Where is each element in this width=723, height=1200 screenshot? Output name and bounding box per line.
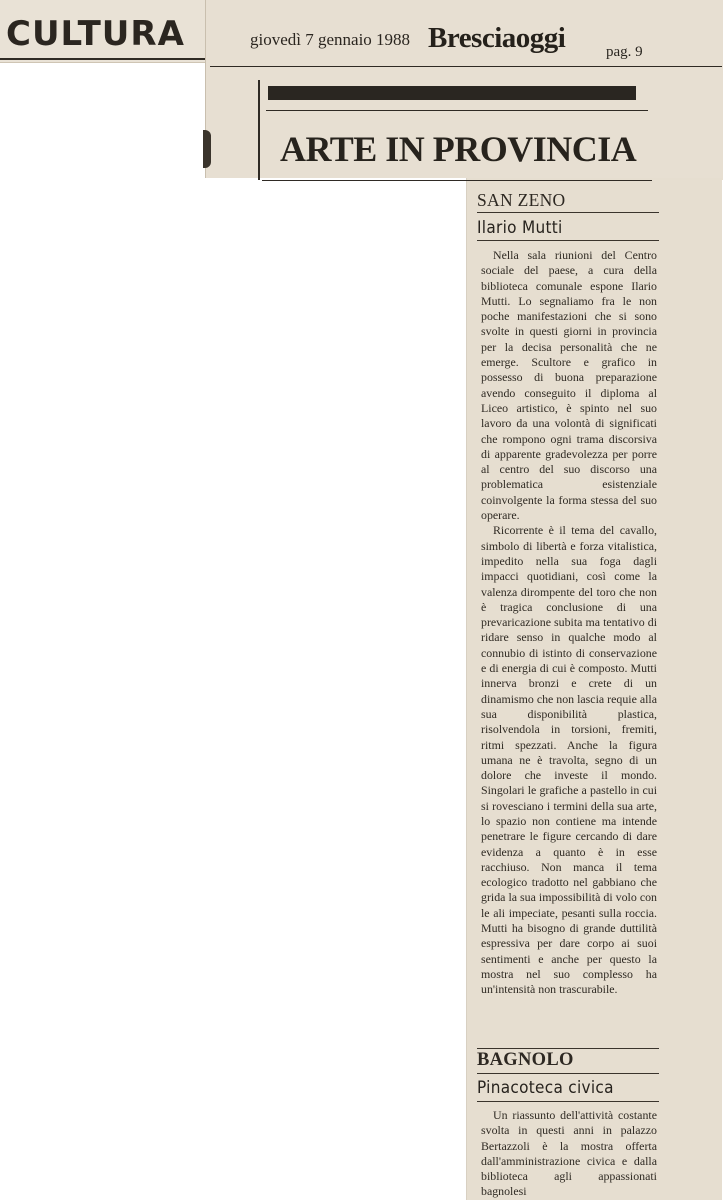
article-rule: [477, 1101, 659, 1102]
blank-sheet: [0, 178, 467, 1200]
newspaper-masthead: Bresciaoggi: [428, 22, 566, 54]
dateline: giovedì 7 gennaio 1988: [250, 30, 411, 49]
column-rule-left: [258, 80, 260, 180]
article-location: BAGNOLO: [477, 1050, 574, 1070]
headline-bottom-rule: [262, 180, 652, 181]
headline-bar: [268, 86, 636, 100]
article-title: Ilario Mutti: [477, 218, 563, 238]
article-body: [481, 1108, 657, 1199]
clipping-edge-mark: [203, 130, 211, 168]
page-headline: ARTE IN PROVINCIA: [280, 129, 637, 169]
page-number: pag. 9: [606, 44, 643, 60]
article-body: [481, 248, 657, 998]
section-rule: [0, 58, 205, 60]
article-rule: [477, 240, 659, 241]
article-location: SAN ZENO: [477, 190, 566, 210]
article-rule: [477, 212, 659, 213]
article-title: Pinacoteca civica: [477, 1078, 614, 1098]
header-rule: [210, 66, 722, 67]
article-rule: [477, 1073, 659, 1074]
article-paragraph: Ricorrente è il tema del cavallo, simbolo di libertà e forza vitalistica, impedito nella sua foga dagli impacci quotidiani, così come la valenza dirompente del toro che non è tragica conclusione di una prevaricazione subita ma tentativo di ridare senso in qualche modo al connubio di istinto di conservazione e di energia di cui è composto. Mutti innerva bronzi e crete di un dinamismo che non lascia requie alla sua disponibilità plastica, risolvendola in torsioni, fremiti, ritmi spezzati. Anche la figura umana ne è travolta, segno di un dolore che investe il mondo. Singolari le grafiche a pastello in cui si rovesciano i termini della sua arte, lo spazio non contiene ma intende penetrare le figure cercando di dare evidenza a quanto è in esse racchiuso. Non manca il tema ecologico tradotto nel gabbiano che grida la sua impossibilità di volo con le ali impeciate, pesanti sulla roccia. Mutti ha bisogno di grande duttilità espressiva per dare corpo ai suoi sentimenti e anche per questo la mostra nel suo complesso ha un'intensità non trascurabile.: [481, 523, 657, 997]
article-rule: [477, 1048, 659, 1049]
article-paragraph: Nella sala riunioni del Centro sociale del paese, a cura della biblioteca comunale espone Ilario Mutti. Lo segnaliamo fra le non poche manifestazioni che si sono svolte in questi giorni in provincia per la decisa personalità che ne emerge. Scultore e grafico in possesso di buona preparazione avendo conseguito il diploma al Liceo artistico, è spinto nel suo lavoro da una volontà di significati che rompono ogni trama discorsiva di apparente gradevolezza per porre al centro del suo discorso una problematica esistenziale coinvolgente la forma stessa del suo operare.: [481, 248, 657, 523]
section-label: CULTURA: [6, 14, 185, 54]
headline-top-rule: [266, 110, 648, 111]
article-paragraph: Un riassunto dell'attività costante svolta in questi anni in palazzo Bertazzoli è la mostra offerta dall'amministrazione civica e dalla biblioteca agli appassionati bagnolesi: [481, 1108, 657, 1199]
